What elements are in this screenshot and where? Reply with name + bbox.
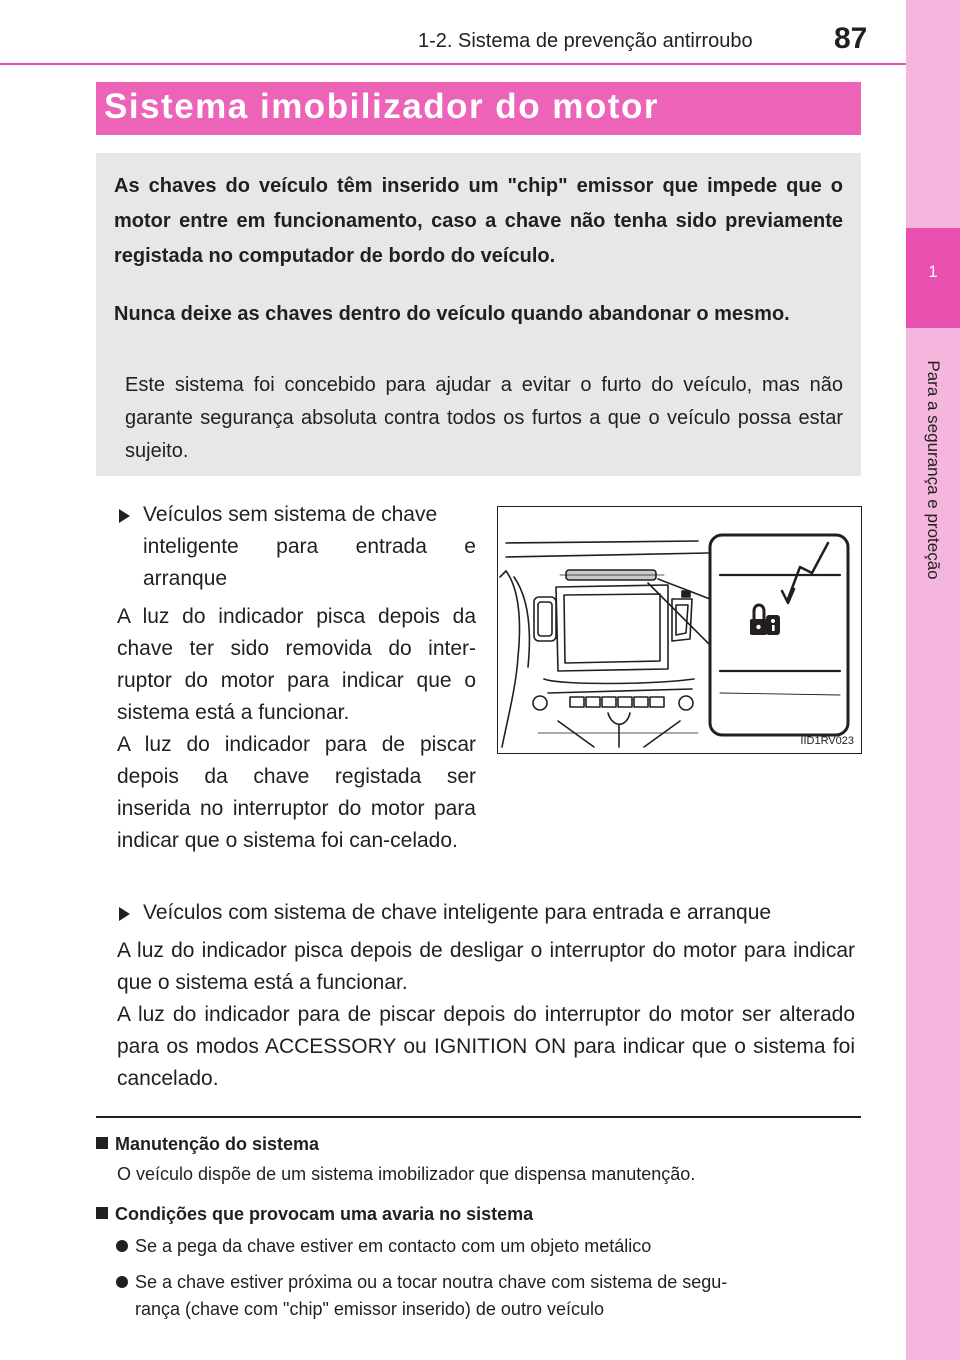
section-heading-line-2: inteligente para entrada e [143, 535, 476, 558]
dot-bullet-icon [116, 1276, 128, 1288]
section-heading-line-1: Veículos sem sistema de chave [143, 503, 438, 526]
chapter-tab-label: Para a segurança e proteção [924, 360, 943, 580]
triangle-bullet-icon [119, 907, 130, 921]
summary-note: Este sistema foi concebido para ajudar a evitar o furto do veículo, mas não garante segurança absoluta contra todos os furtos a que o veículo possa estar sujeito. [125, 374, 843, 462]
section-paragraph-1: A luz do indicador pisca depois de desligar o interruptor do motor para indicar que o sistema está a funcionar. [117, 939, 855, 994]
section-paragraph-1: A luz do indicador pisca depois da chave ter sido removida do inter-ruptor do motor para indicar que o sistema está a funcionar. [117, 605, 476, 724]
maintenance-text: O veículo dispõe de um sistema imobilizador que dispensa manutenção. [117, 1164, 696, 1184]
maintenance-heading: Manutenção do sistema [96, 1134, 319, 1155]
section-heading: Veículos com sistema de chave inteligente para entrada e arranque [143, 901, 772, 924]
side-tab-strip [906, 0, 960, 1360]
dot-bullet-icon [116, 1240, 128, 1252]
header-rule [0, 63, 906, 65]
section-paragraph-2: A luz do indicador para de piscar depois da chave registada ser inserida no interruptor do motor para indicar que o sistema foi can-celado. [117, 733, 476, 852]
dashboard-figure [497, 506, 862, 754]
square-bullet-icon [96, 1137, 108, 1149]
immobilizer-indicator-icon [750, 605, 780, 635]
chapter-tab-number: 1 [928, 262, 938, 281]
condition-item-2-line-2: rança (chave com "chip" emissor inserido) de outro veículo [135, 1299, 604, 1319]
section-paragraph-2: A luz do indicador para de piscar depois do interruptor do motor ser alterado para os modos ACCESSORY ou IGNITION ON para indicar que o sistema foi cancelado. [117, 1003, 855, 1090]
running-head: 1-2. Sistema de prevenção antirroubo [418, 30, 753, 52]
square-bullet-icon [96, 1207, 108, 1219]
figure-code: IID1RV023 [800, 735, 854, 747]
condition-item-2-line-1: Se a chave estiver próxima ou a tocar noutra chave com sistema de segu- [135, 1272, 728, 1292]
summary-paragraph-1: As chaves do veículo têm inserido um "chip" emissor que impede que o motor entre em funcionamento, caso a chave não tenha sido previamente registada no computador de bordo do veículo. [114, 175, 843, 267]
summary-paragraph-2: Nunca deixe as chaves dentro do veículo quando abandonar o mesmo. [114, 303, 790, 325]
notes-rule [96, 1116, 861, 1118]
section-heading-line-3: arranque [143, 567, 228, 590]
conditions-heading: Condições que provocam uma avaria no sistema [96, 1204, 533, 1225]
page-title: Sistema imobilizador do motor [104, 87, 659, 126]
page-number: 87 [834, 22, 868, 55]
dashboard-illustration [498, 507, 862, 754]
condition-item-1: Se a pega da chave estiver em contacto com um objeto metálico [135, 1236, 652, 1256]
triangle-bullet-icon [119, 509, 130, 523]
